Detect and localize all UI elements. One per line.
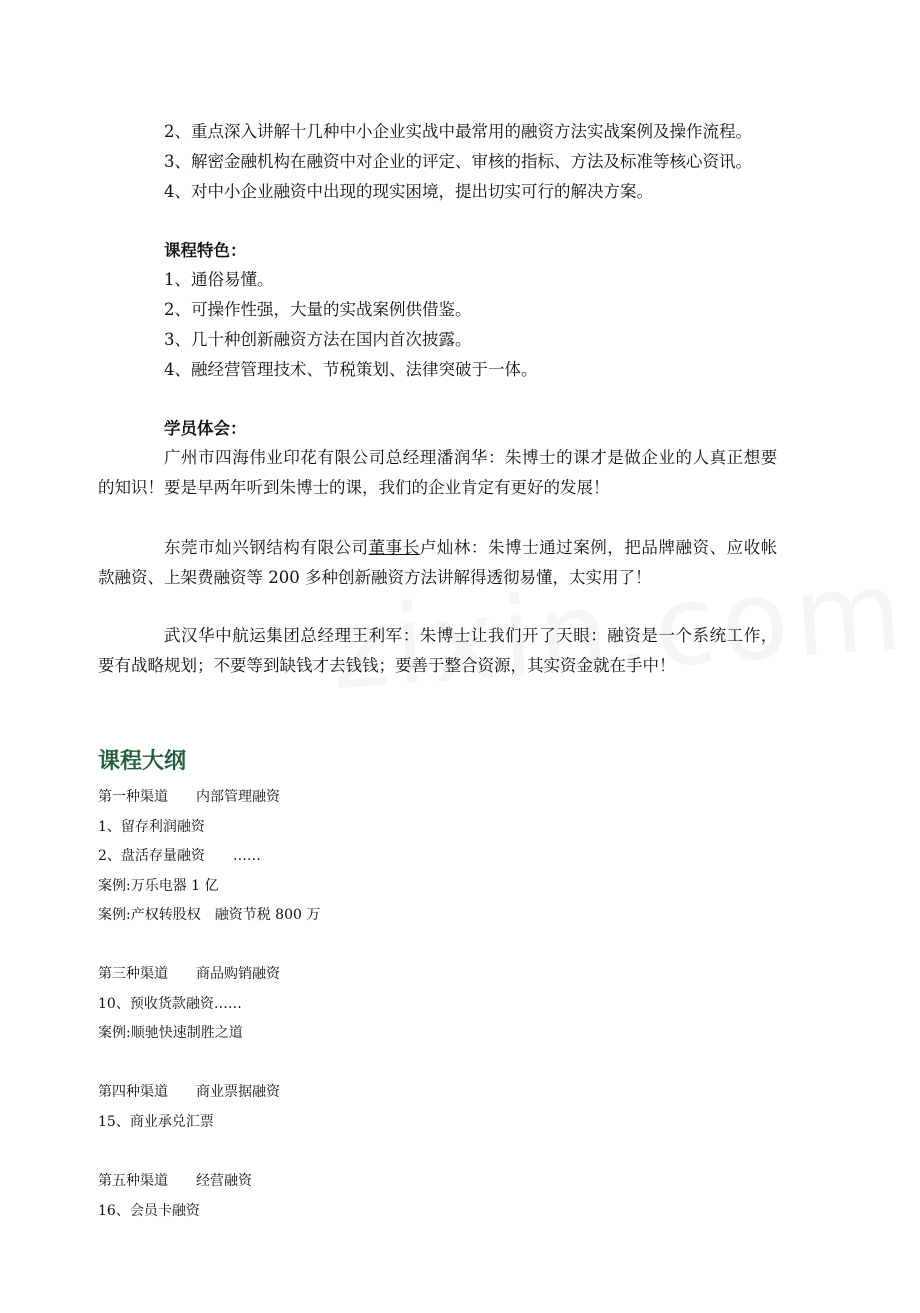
testimonial-3-line-1: 武汉华中航运集团总经理王利军：朱博士让我们开了天眼：融资是一个系统工作， (164, 626, 778, 645)
outline-case: 案例:产权转股权 融资节税 800 万 (98, 907, 321, 923)
outline-line: 10、预收货款融资…… (98, 996, 242, 1012)
outline-line: 15、商业承兑汇票 (98, 1114, 214, 1130)
outline-channel: 第四种渠道 商业票据融资 (98, 1084, 280, 1100)
outline-line: 1、留存利润融资 (98, 819, 205, 835)
testimonial-2-title-underlined: 董事长 (368, 538, 420, 557)
outline-title: 课程大纲 (98, 749, 187, 774)
outline-line: 2、盘活存量融资 …… (98, 848, 261, 864)
goal-item-3: 3、解密金融机构在融资中对企业的评定、审核的指标、方法及标准等核心资讯。 (164, 152, 752, 171)
testimonial-2-company: 东莞市灿兴钢结构有限公司 (164, 538, 369, 557)
goal-item-2: 2、重点深入讲解十几种中小企业实战中最常用的融资方法实战案例及操作流程。 (164, 122, 752, 141)
outline-channel: 第三种渠道 商品购销融资 (98, 966, 280, 982)
testimonial-2-text: 卢灿林：朱博士通过案例，把品牌融资、应收帐 (419, 538, 778, 557)
feature-item: 1、通俗易懂。 (164, 270, 274, 289)
testimonial-3-line-2: 要有战略规划；不要等到缺钱才去钱钱；要善于整合资源，其实资金就在手中！ (98, 656, 676, 675)
outline-line: 16、会员卡融资 (98, 1203, 200, 1219)
feature-item: 4、融经营管理技术、节税策划、法律突破于一体。 (164, 360, 538, 379)
outline-case: 案例:万乐电器 1 亿 (98, 878, 219, 894)
goal-item-4: 4、对中小企业融资中出现的现实困境，提出切实可行的解决方案。 (164, 182, 653, 201)
testimonial-2-line-1 (164, 534, 778, 558)
testimonial-2-line-2: 款融资、上架费融资等 200 多种创新融资方法讲解得透彻易懂，太实用了！ (98, 568, 652, 587)
testimonials-heading: 学员体会： (164, 419, 247, 438)
feature-item: 2、可操作性强，大量的实战案例供借鉴。 (164, 300, 472, 319)
testimonial-1-line-2: 的知识！要是早两年听到朱博士的课，我们的企业肯定有更好的发展！ (98, 478, 610, 497)
feature-item: 3、几十种创新融资方法在国内首次披露。 (164, 330, 472, 349)
outline-case: 案例:顺驰快速制胜之道 (98, 1025, 243, 1041)
outline-channel: 第五种渠道 经营融资 (98, 1173, 252, 1189)
outline-channel: 第一种渠道 内部管理融资 (98, 789, 280, 805)
features-heading: 课程特色： (164, 241, 247, 260)
testimonial-1-line-1: 广州市四海伟业印花有限公司总经理潘润华：朱博士的课才是做企业的人真正想要 (164, 448, 778, 467)
